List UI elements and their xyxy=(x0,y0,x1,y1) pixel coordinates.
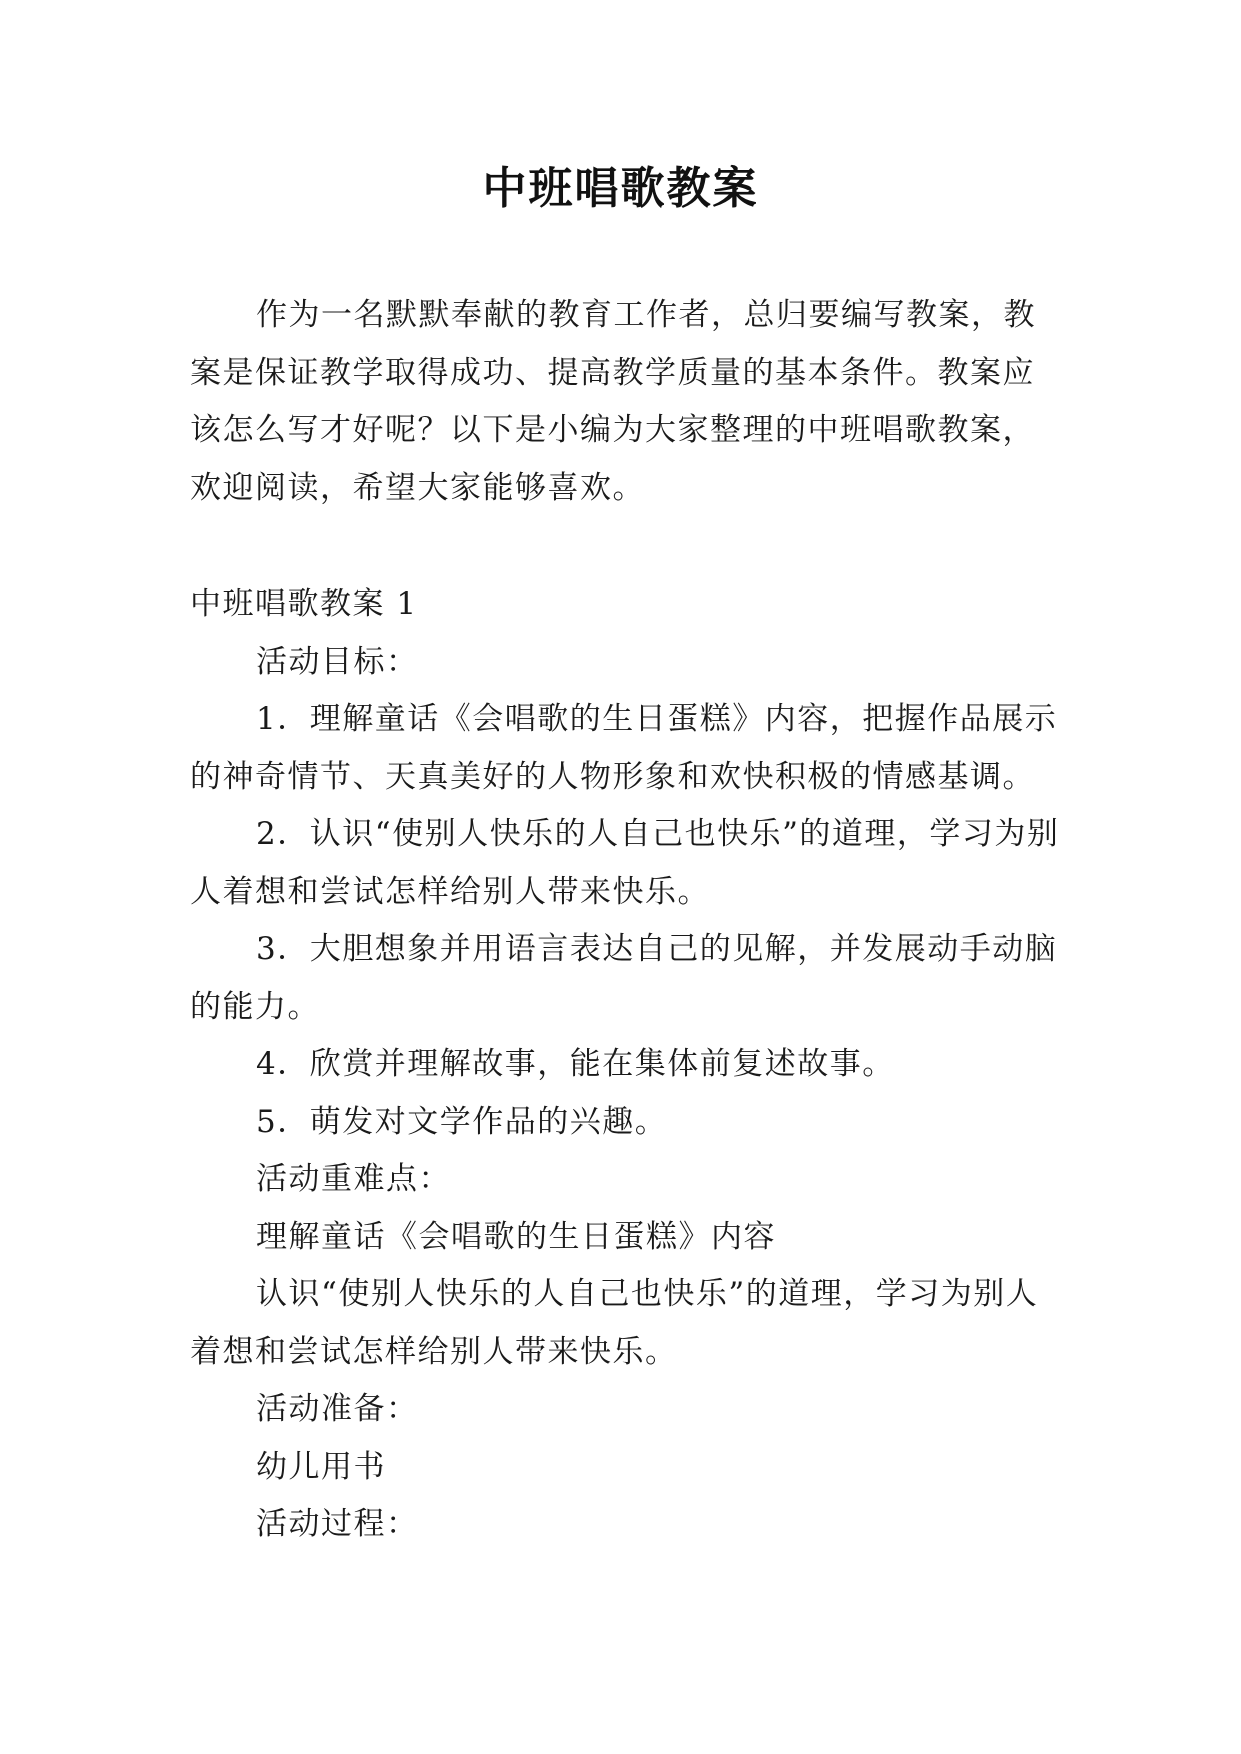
paragraph-preparation-item: 幼儿用书 xyxy=(256,1448,386,1485)
paragraph-goal-5: 5．萌发对文学作品的兴趣。 xyxy=(256,1103,668,1140)
paragraph-keypoint-2: 认识“使别人快乐的人自己也快乐”的道理，学习为别人着想和尝试怎样给别人带来快乐。 xyxy=(190,1276,1039,1370)
paragraph-goal-4: 4．欣赏并理解故事，能在集体前复述故事。 xyxy=(256,1046,895,1082)
section-1 xyxy=(190,576,1062,1554)
paragraph-keypoint-1: 理解童话《会唱歌的生日蛋糕》内容 xyxy=(256,1218,776,1255)
intro-paragraph: 作为一名默默奉献的教育工作者，总归要编写教案，教案是保证教学取得成功、提高教学质量的基本条件。教案应该怎么写才好呢？以下是小编为大家整理的中班唱歌教案，欢迎阅读，希望大家能够喜欢。 xyxy=(190,297,1036,506)
paragraph-keypoints-heading: 活动重难点： xyxy=(256,1161,451,1197)
section-heading: 中班唱歌教案 1 xyxy=(190,586,418,622)
paragraph-goal-1: 1．理解童话《会唱歌的生日蛋糕》内容，把握作品展示的神奇情节、天真美好的人物形象和欢快积极的情感基调。 xyxy=(190,701,1058,795)
paragraph-goals-heading: 活动目标： xyxy=(256,643,419,680)
page-title: 中班唱歌教案 xyxy=(482,163,759,214)
paragraph-preparation-heading: 活动准备： xyxy=(256,1391,419,1427)
paragraph-process-heading: 活动过程： xyxy=(256,1506,419,1542)
paragraph-goal-2: 2．认识“使别人快乐的人自己也快乐”的道理，学习为别人着想和尝试怎样给别人带来快乐。 xyxy=(190,816,1060,910)
paragraph-goal-3: 3．大胆想象并用语言表达自己的见解，并发展动手动脑的能力。 xyxy=(190,931,1058,1025)
